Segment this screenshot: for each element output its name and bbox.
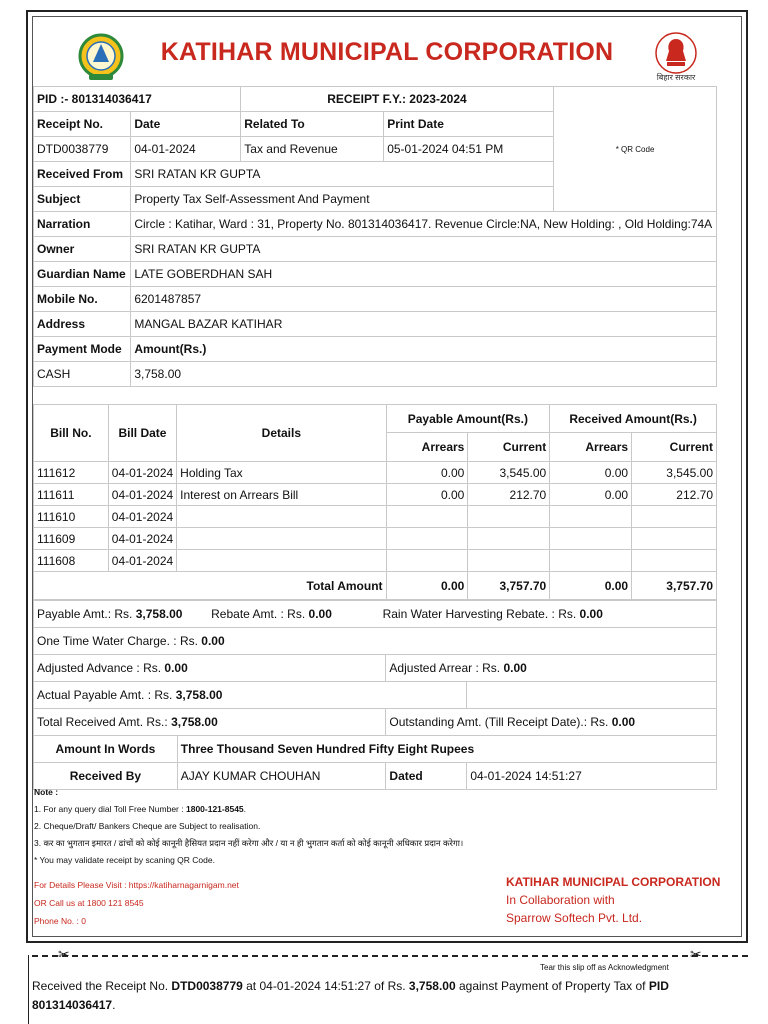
qr-caption: * QR Code [615,144,655,154]
received-amount-header: Received Amount(Rs.) [550,405,717,433]
table-row [34,528,717,550]
received-current [632,550,717,572]
otwc-label: One Time Water Charge. : Rs. [37,634,198,648]
bill-no: 111612 [34,462,109,484]
note-1 [34,801,463,818]
payable-current [468,506,550,528]
print-date: 05-01-2024 04:51 PM [384,137,554,162]
received-arrears [550,506,632,528]
received-arrears [550,528,632,550]
adjusted-arrear: 0.00 [503,661,527,675]
narration: Circle : Katihar, Ward : 31, Property No. 801314036417. Revenue Circle:NA, New Holding: , Old Holding:74A [131,212,717,237]
received-arrears: 0.00 [550,462,632,484]
amount-label: Amount(Rs.) [131,337,717,362]
payable-arrears [386,528,468,550]
total-received-current: 3,757.70 [632,572,717,600]
narration-label: Narration [34,212,131,237]
payable-current: 3,545.00 [468,462,550,484]
ack-pid: PID 801314036417 [32,979,669,1012]
ack-amount: 3,758.00 [408,979,456,993]
bill-date: 04-01-2024 [108,462,176,484]
footer-org [506,873,720,927]
scissors-icon: ✂ [58,946,70,962]
amount: 3,758.00 [131,362,717,387]
received-arrears [550,550,632,572]
amount-in-words-label: Amount In Words [34,736,178,763]
dated: 04-01-2024 14:51:27 [467,763,717,790]
received-arrears: 0.00 [550,484,632,506]
acknowledgment-text [32,977,722,1015]
received-current: 3,545.00 [632,462,717,484]
ack-text-1: Received the Receipt No. [32,979,172,993]
bill-no: 111608 [34,550,109,572]
received-current-header: Current [632,433,717,462]
bill-no: 111611 [34,484,109,506]
receipt-fy: RECEIPT F.Y.: 2023-2024 [241,87,554,112]
mobile-label: Mobile No. [34,287,131,312]
emblem-caption: बिहार सरकार [656,73,696,82]
received-arrears-header: Arrears [550,433,632,462]
qr-code-area [554,87,717,212]
owner-label: Owner [34,237,131,262]
toll-free-number: 1800-121-8545 [185,804,244,814]
note-1-text: 1. For any query dial Toll Free Number : [34,804,184,814]
payable-arrears: 0.00 [386,462,468,484]
bill-no: 111609 [34,528,109,550]
bill-details: Holding Tax [177,462,386,484]
payable-amt-label: Payable Amt.: Rs. [37,607,133,621]
bill-details [177,506,386,528]
bill-date: 04-01-2024 [108,550,176,572]
guardian-label: Guardian Name [34,262,131,287]
payable-current [468,528,550,550]
footer-org-name: KATIHAR MUNICIPAL CORPORATION [506,875,721,889]
actual-payable-label: Actual Payable Amt. : Rs. [37,688,173,702]
payable-current: 212.70 [468,484,550,506]
bill-date-header: Bill Date [108,405,176,462]
footer-contact [34,876,239,930]
payable-amount-header: Payable Amount(Rs.) [386,405,550,433]
rwh-label: Rain Water Harvesting Rebate. : Rs. [382,607,577,621]
payable-current [468,550,550,572]
table-row [34,462,717,484]
payable-arrears-header: Arrears [386,433,468,462]
ack-text-2: at 04-01-2024 14:51:27 of Rs. [242,979,409,993]
call-info: OR Call us at 1800 121 8545 [34,898,144,908]
website-link[interactable]: For Details Please Visit : https://katiharnagarnigam.net [34,880,239,890]
ack-receipt-no: DTD0038779 [171,979,243,993]
adjusted-advance-label: Adjusted Advance : Rs. [37,661,162,675]
print-date-label: Print Date [384,112,554,137]
rebate-label: Rebate Amt. : Rs. [211,607,306,621]
bill-date: 04-01-2024 [108,506,176,528]
receipt-no-label: Receipt No. [34,112,131,137]
adjusted-arrear-label: Adjusted Arrear : Rs. [389,661,501,675]
payable-current-header: Current [468,433,550,462]
address-label: Address [34,312,131,337]
subject: Property Tax Self-Assessment And Payment [131,187,554,212]
mobile: 6201487857 [131,287,717,312]
note-4: * You may validate receipt by scaning QR Code. [34,855,215,865]
tear-instruction: Tear this slip off as Acknowledgment [540,963,669,972]
bill-date: 04-01-2024 [108,528,176,550]
total-received-arrears: 0.00 [550,572,632,600]
table-row [34,550,717,572]
received-by-label: Received By [34,763,178,790]
rebate-amt: 0.00 [308,607,332,621]
page-title: KATIHAR MUNICIPAL CORPORATION [160,38,614,66]
amount-in-words: Three Thousand Seven Hundred Fifty Eight Rupees [177,736,716,763]
ack-text-4: . [112,998,116,1012]
payable-arrears: 0.00 [386,484,468,506]
scissors-icon: ✂ [690,946,702,962]
notes-title: Note : [34,787,59,797]
bill-no-header: Bill No. [34,405,109,462]
owner: SRI RATAN KR GUPTA [131,237,717,262]
receipt-frame [26,10,748,943]
footer-collab: In Collaboration with [506,893,615,907]
bill-details [177,550,386,572]
received-from: SRI RATAN KR GUPTA [131,162,554,187]
details-header: Details [177,405,386,462]
bill-table [33,404,717,600]
footer-partner: Sparrow Softech Pvt. Ltd. [506,911,643,925]
note-3: 3. कर का भुगतान इमारत / ढांचों को कोई कानूनी हैसियत प्रदान नहीं करेगा और / या न ही भुगतान कर्ता को कोई कानूनी अधिकार प्रदान करेगा। [34,838,464,848]
received-current [632,528,717,550]
note-1-suffix: . [243,804,247,814]
related-to-label: Related To [241,112,384,137]
total-received-label: Total Received Amt. Rs.: [37,715,168,729]
payable-arrears [386,506,468,528]
payable-amt: 3,758.00 [135,607,183,621]
received-current [632,506,717,528]
receipt-date: 04-01-2024 [131,137,241,162]
slip-left-border [28,955,29,1024]
phone-info: Phone No. : 0 [34,916,86,926]
payment-mode: CASH [34,362,131,387]
receipt-info-table [33,86,717,387]
bill-no: 111610 [34,506,109,528]
note-2: 2. Cheque/Draft/ Bankers Cheque are Subject to realisation. [34,821,261,831]
date-label: Date [131,112,241,137]
rwh-amt: 0.00 [579,607,603,621]
received-from-label: Received From [34,162,131,187]
bill-details: Interest on Arrears Bill [177,484,386,506]
summary-table [33,600,717,790]
pid: PID :- 801314036417 [34,87,241,112]
total-amount-label: Total Amount [34,572,387,600]
actual-payable: 3,758.00 [175,688,223,702]
bill-date: 04-01-2024 [108,484,176,506]
total-payable-current: 3,757.70 [468,572,550,600]
amount-summary-row [34,601,717,628]
payable-arrears [386,550,468,572]
ack-text-3: against Payment of Property Tax of [455,979,649,993]
receipt-no: DTD0038779 [34,137,131,162]
related-to: Tax and Revenue [241,137,384,162]
tear-line [32,955,748,957]
outstanding-amt: 0.00 [611,715,636,729]
address: MANGAL BAZAR KATIHAR [131,312,717,337]
subject-label: Subject [34,187,131,212]
total-payable-arrears: 0.00 [386,572,468,600]
dated-label: Dated [386,763,467,790]
table-row [34,506,717,528]
guardian: LATE GOBERDHAN SAH [131,262,717,287]
notes-section [34,784,463,869]
bill-details [177,528,386,550]
received-by: AJAY KUMAR CHOUHAN [177,763,386,790]
received-current: 212.70 [632,484,717,506]
table-row [34,484,717,506]
outstanding-label: Outstanding Amt. (Till Receipt Date).: Rs. [389,715,609,729]
adjusted-advance: 0.00 [164,661,188,675]
total-received: 3,758.00 [171,715,218,729]
otwc-amt: 0.00 [201,634,225,648]
payment-mode-label: Payment Mode [34,337,131,362]
